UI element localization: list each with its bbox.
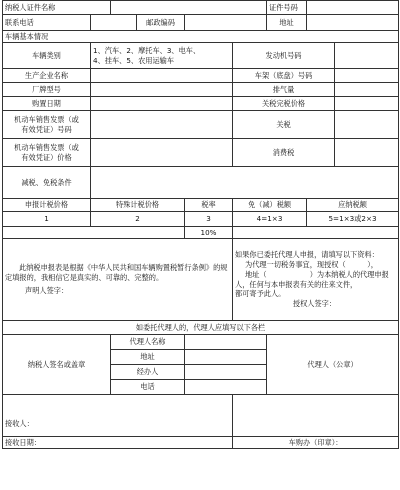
tax-rate-value: 10%: [185, 227, 233, 239]
invoice-number-label: 机动车销售发票（或 有效凭证）号码: [3, 111, 91, 139]
col-payable-tax: 应纳税额: [307, 199, 399, 212]
calc-cell-2: 2: [91, 212, 185, 227]
agent-name-field[interactable]: [185, 335, 267, 350]
agent-address-field[interactable]: [185, 350, 267, 365]
taxpayer-cert-name-label: 纳税人证件名称: [3, 1, 111, 15]
cert-number-field[interactable]: [307, 1, 399, 15]
phone-field[interactable]: [91, 15, 137, 31]
agent-fill-note: 如委托代理人的，代理人应填写以下各栏: [3, 321, 399, 335]
engine-number-label: 发动机号码: [233, 43, 335, 69]
postcode-field[interactable]: [185, 15, 267, 31]
vehicle-type-label: 车辆类别: [3, 43, 91, 69]
invoice-number-field[interactable]: [91, 111, 233, 139]
agent-address-label: 地址: [111, 350, 185, 365]
handler-field[interactable]: [185, 365, 267, 380]
col-declared-price: 申报计税价格: [3, 199, 91, 212]
receiver-right-field[interactable]: [233, 395, 399, 437]
agent-seal-label: 代理人（公章）: [267, 335, 399, 395]
address-field[interactable]: [307, 15, 399, 31]
manufacturer-field[interactable]: [91, 69, 233, 83]
invoice-price-field[interactable]: [91, 139, 233, 167]
customs-cert-label: 关税完税价格: [233, 97, 335, 111]
manufacturer-label: 生产企业名称: [3, 69, 91, 83]
model-field[interactable]: [91, 83, 233, 97]
buyer-seal-label: 车购办（印章）：: [233, 437, 399, 449]
receive-date-label: 接收日期：: [3, 437, 233, 449]
declaration-statement: 此纳税申报表是根据《中华人民共和国车辆购置税暂行条例》的规定填报的，我相信它是真实的、可靠的、完整的。 声明人签字：: [3, 239, 233, 321]
customs-cert-field[interactable]: [335, 97, 399, 111]
model-label: 厂牌型号: [3, 83, 91, 97]
rate-blank-left: [3, 227, 185, 239]
col-taxable-price: 特殊计税价格: [91, 199, 185, 212]
purchase-date-label: 购置日期: [3, 97, 91, 111]
vehicle-type-options[interactable]: 1、汽车、2、摩托车、3、电车、 4、挂车、5、农用运输车: [91, 43, 233, 69]
calc-cell-5: 5=1×3或2×3: [307, 212, 399, 227]
consumption-tax-field[interactable]: [335, 139, 399, 167]
exemption-conditions-field[interactable]: [91, 167, 399, 199]
taxpayer-sign-label: 纳税人签名或盖章: [3, 335, 111, 395]
agent-phone-field[interactable]: [185, 380, 267, 395]
displacement-label: 排气量: [233, 83, 335, 97]
engine-number-field[interactable]: [335, 43, 399, 69]
cert-number-label: 证件号码: [267, 1, 307, 15]
address-label: 地址: [267, 15, 307, 31]
vin-field[interactable]: [335, 69, 399, 83]
consumption-tax-label: 消费税: [233, 139, 335, 167]
vehicle-section-title: 车辆基本情况: [3, 31, 399, 43]
col-tax-rate: 税率: [185, 199, 233, 212]
rate-blank-right: [233, 227, 399, 239]
receiver-label: 接收人：: [3, 395, 233, 437]
vin-label: 车架（底盘）号码: [233, 69, 335, 83]
calc-cell-3: 3: [185, 212, 233, 227]
calc-cell-1: 1: [3, 212, 91, 227]
agent-phone-label: 电话: [111, 380, 185, 395]
form-table: [2, 0, 399, 449]
calc-cell-4: 4=1×3: [233, 212, 307, 227]
exemption-conditions-label: 减税、免税条件: [3, 167, 91, 199]
taxpayer-cert-name-field[interactable]: [111, 1, 267, 15]
customs-duty-field[interactable]: [335, 111, 399, 139]
proxy-authorization: 如果你已委托代理人申报，请填写以下资料： 为代理一切税务事宜，现授权（ ）， 地址（ ）为本纳税人的代理申报人，任何与本申报表有关的往来文件， 都可寄予此人。 授权人签字：: [233, 239, 399, 321]
agent-name-label: 代理人名称: [111, 335, 185, 350]
col-exempt-tax: 免（减）税额: [233, 199, 307, 212]
phone-label: 联系电话: [3, 15, 91, 31]
displacement-field[interactable]: [335, 83, 399, 97]
customs-duty-label: 关税: [233, 111, 335, 139]
purchase-date-field[interactable]: [91, 97, 233, 111]
postcode-label: 邮政编码: [137, 15, 185, 31]
handler-label: 经办人: [111, 365, 185, 380]
invoice-price-label: 机动车销售发票（或 有效凭证）价格: [3, 139, 91, 167]
